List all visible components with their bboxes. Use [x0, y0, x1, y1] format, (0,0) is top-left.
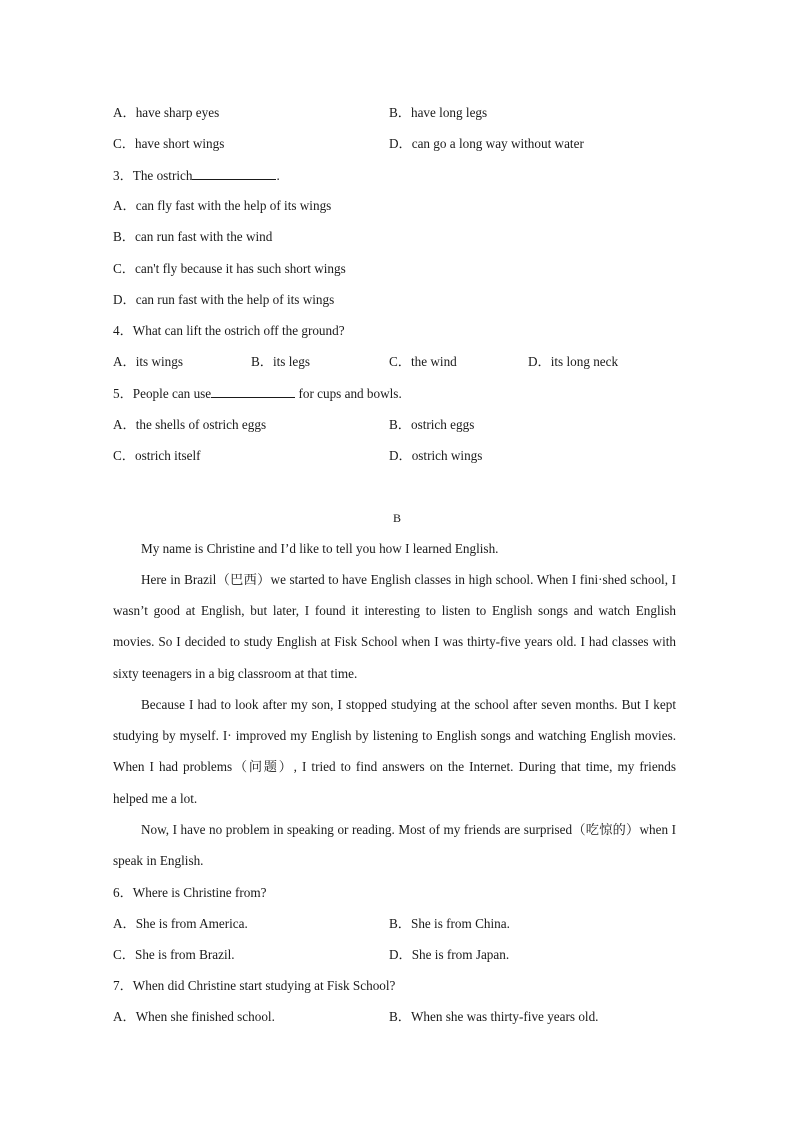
- q6-option-c: C．She is from Brazil.: [113, 947, 235, 962]
- q6-option-a: A．She is from America.: [113, 916, 248, 931]
- q3-stem-end: .: [276, 168, 280, 183]
- q5-stem-end: for cups and bowls.: [295, 386, 402, 401]
- q2-option-d: D．can go a long way without water: [389, 136, 584, 151]
- q4-option-c: C．the wind: [389, 354, 457, 369]
- q4-option-d: D．its long neck: [528, 354, 619, 369]
- passage-paragraph-4: [113, 814, 676, 876]
- q5-option-d: D．ostrich wings: [389, 448, 483, 463]
- q5-stem: [113, 385, 402, 402]
- q5-answer-blank: [211, 385, 295, 398]
- passage-paragraph-1-text: My name is Christine and I’d like to tell you how I learned English.: [141, 541, 499, 556]
- q7-option-a: A．When she finished school.: [113, 1009, 275, 1024]
- passage-paragraph-4-text: Now, I have no problem in speaking or reading. Most of my friends are surprised（吃惊的）when I speak in English.: [113, 822, 676, 869]
- section-b-heading: B: [392, 511, 401, 525]
- q5-option-c: C．ostrich itself: [113, 448, 201, 463]
- q7-stem: 7．When did Christine start studying at Fisk School?: [113, 978, 396, 993]
- q3-option-c: C．can't fly because it has such short wings: [113, 261, 346, 276]
- q3-stem-text: 3．The ostrich: [113, 168, 193, 183]
- q6-option-b: B．She is from China.: [389, 916, 510, 931]
- q5-option-b: B．ostrich eggs: [389, 417, 475, 432]
- q6-stem: 6．Where is Christine from?: [113, 885, 267, 900]
- q4-stem: 4．What can lift the ostrich off the ground?: [113, 323, 345, 338]
- passage-paragraph-2-text: Here in Brazil（巴西）we started to have English classes in high school. When I fini·shed school, I wasn’t good at English, but later, I found it interesting to listen to English songs and watch English movies. So I decided to study English at Fisk School when I was thirty-five years old. I had classes with sixty teenagers in a big classroom at that time.: [113, 572, 676, 681]
- q2-option-a: A．have sharp eyes: [113, 105, 220, 120]
- q4-option-a: A．its wings: [113, 354, 183, 369]
- q3-answer-blank: [192, 167, 276, 180]
- q4-option-b: B．its legs: [251, 354, 310, 369]
- passage-paragraph-3-text: Because I had to look after my son, I stopped studying at the school after seven months. But I kept studying by myself. I· improved my English by listening to English songs and watching English movies. When I had problems（问题）, I tried to find answers on the Internet. During that time, my friends helped me a lot.: [113, 697, 676, 806]
- q3-option-a: A．can fly fast with the help of its wings: [113, 198, 332, 213]
- q3-option-d: D．can run fast with the help of its wings: [113, 292, 335, 307]
- q3-option-b: B．can run fast with the wind: [113, 229, 273, 244]
- q6-option-d: D．She is from Japan.: [389, 947, 510, 962]
- passage-paragraph-3: [113, 689, 676, 814]
- q2-option-b: B．have long legs: [389, 105, 488, 120]
- q3-stem: [113, 167, 280, 184]
- q5-option-a: A．the shells of ostrich eggs: [113, 417, 267, 432]
- q2-option-c: C．have short wings: [113, 136, 225, 151]
- q7-option-b: B．When she was thirty-five years old.: [389, 1009, 599, 1024]
- q5-stem-text: 5．People can use: [113, 386, 212, 401]
- passage-paragraph-1: [113, 533, 676, 564]
- passage-paragraph-2: [113, 564, 676, 689]
